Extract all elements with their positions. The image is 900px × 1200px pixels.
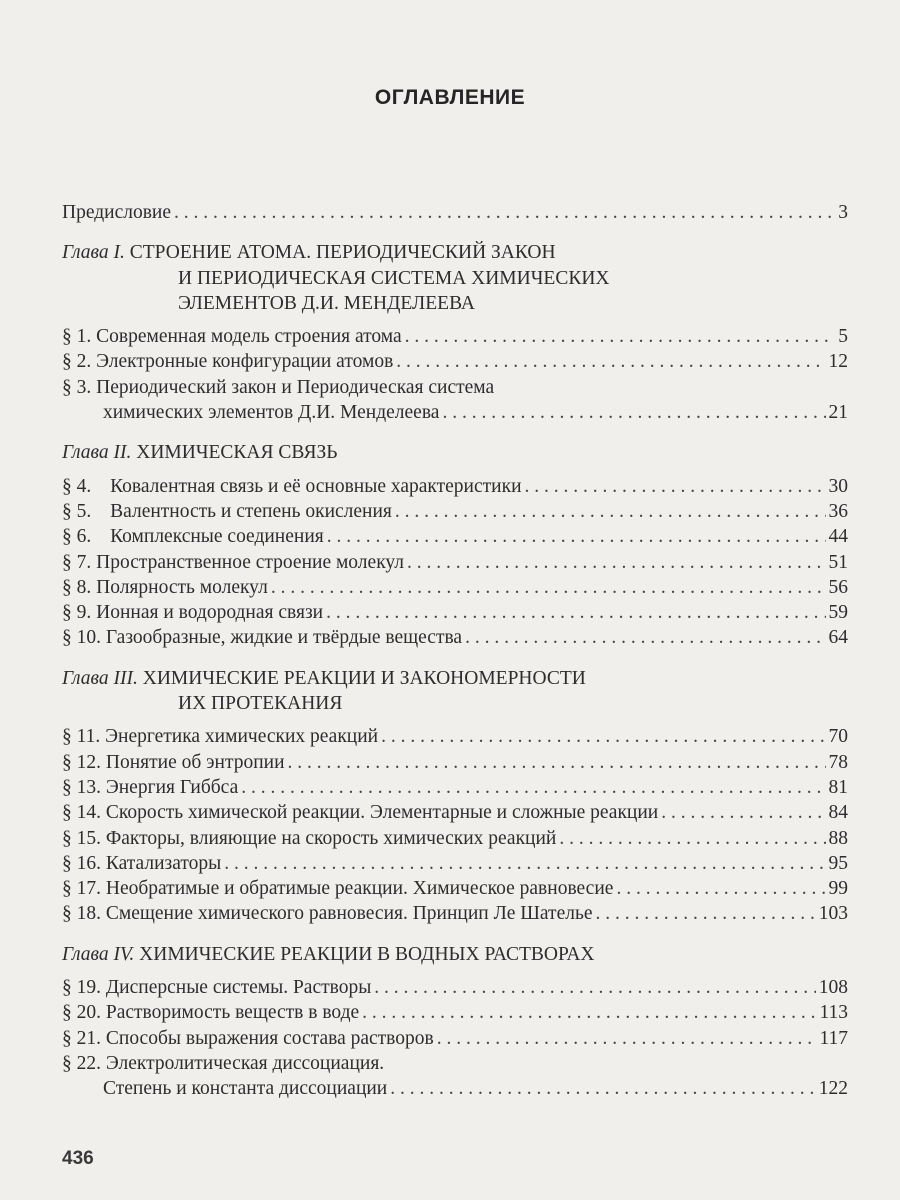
section-title: Периодический закон и Периодическая система bbox=[96, 376, 495, 398]
toc-entry bbox=[62, 200, 848, 225]
section-number: § 16. bbox=[62, 852, 101, 874]
section-title: Ионная и водородная связи bbox=[96, 602, 324, 624]
section-title: Валентность и степень окисления bbox=[110, 500, 392, 522]
section-title: Ковалентная связь и её основные характеристики bbox=[110, 475, 522, 497]
page-ref: 103 bbox=[818, 903, 848, 925]
section-title: Энергия Гиббса bbox=[105, 776, 239, 798]
toc-entry bbox=[62, 349, 848, 374]
toc-entry bbox=[62, 625, 848, 650]
section-number: § 15. bbox=[62, 827, 101, 849]
toc-entry bbox=[62, 750, 848, 775]
section-title: Электролитическая диссоциация. bbox=[105, 1052, 385, 1074]
section-title: Комплексные соединения bbox=[110, 526, 324, 548]
dot-leader bbox=[405, 324, 836, 349]
entry-label bbox=[62, 349, 393, 374]
toc-entry bbox=[62, 324, 848, 349]
section-number: § 10. bbox=[62, 627, 101, 649]
entry-label bbox=[62, 800, 658, 825]
page-ref: 122 bbox=[818, 1078, 848, 1100]
toc-entry bbox=[62, 1026, 848, 1051]
chapter-heading-line bbox=[62, 291, 848, 316]
section-title: Современная модель строения атома bbox=[96, 326, 402, 348]
page-ref: 21 bbox=[828, 402, 848, 424]
section-number: § 19. bbox=[62, 977, 101, 999]
page-ref: 84 bbox=[828, 802, 848, 824]
dot-leader bbox=[326, 600, 825, 625]
toc-entry bbox=[62, 600, 848, 625]
chapter-title: ИХ ПРОТЕКАНИЯ bbox=[178, 693, 343, 715]
section-title: Скорость химической реакции. Элементарные и сложные реакции bbox=[105, 802, 659, 824]
chapter-title: ХИМИЧЕСКИЕ РЕАКЦИИ В ВОДНЫХ РАСТВОРАХ bbox=[139, 943, 595, 965]
chapter-prefix: Глава III. bbox=[62, 667, 138, 689]
dot-leader bbox=[271, 575, 826, 600]
dot-leader bbox=[407, 550, 825, 575]
toc-entry bbox=[62, 901, 848, 926]
section-title: Электронные конфигурации атомов bbox=[96, 351, 394, 373]
chapter-heading-line bbox=[62, 691, 848, 716]
entry-label bbox=[62, 600, 323, 625]
section-number: § 11. bbox=[62, 726, 101, 748]
dot-leader bbox=[381, 724, 825, 749]
entry-label bbox=[62, 1026, 434, 1051]
page-ref: 70 bbox=[828, 726, 848, 748]
section-title: Предисловие bbox=[62, 202, 172, 223]
page-ref: 88 bbox=[828, 827, 848, 849]
section-title: Пространственное строение молекул bbox=[96, 551, 405, 573]
section-title: Смещение химического равновесия. Принцип Ле Шателье bbox=[105, 903, 593, 925]
section-title-continued: химических элементов Д.И. Менделеева bbox=[103, 402, 440, 424]
toc-entry bbox=[62, 524, 848, 549]
section-title: Энергетика химических реакций bbox=[105, 726, 379, 748]
chapter-heading-line bbox=[62, 266, 848, 291]
toc-entry bbox=[62, 1000, 848, 1025]
table-of-contents bbox=[62, 200, 848, 1102]
chapter-heading-line bbox=[62, 942, 848, 967]
section-number: § 21. bbox=[62, 1027, 101, 1049]
section-number: § 2. bbox=[62, 351, 92, 373]
entry-label bbox=[62, 575, 268, 600]
dot-leader bbox=[224, 851, 825, 876]
toc-entry bbox=[62, 975, 848, 1000]
page-ref: 78 bbox=[828, 751, 848, 773]
toc-entry bbox=[62, 375, 848, 400]
section-title: Полярность молекул bbox=[96, 576, 268, 598]
section-number: § 8. bbox=[62, 576, 92, 598]
page-title: ОГЛАВЛЕНИЕ bbox=[374, 86, 526, 109]
section-title-continued: Степень и константа диссоциации bbox=[103, 1078, 388, 1100]
section-title: Газообразные, жидкие и твёрдые вещества bbox=[105, 627, 463, 649]
section-title: Катализаторы bbox=[105, 852, 222, 874]
entry-label bbox=[62, 1051, 384, 1076]
entry-label bbox=[62, 826, 556, 851]
section-title: Растворимость веществ в воде bbox=[105, 1002, 360, 1024]
page-ref: 64 bbox=[828, 627, 848, 649]
entry-label bbox=[62, 324, 402, 349]
page-ref: 12 bbox=[828, 351, 848, 373]
page-ref: 44 bbox=[828, 526, 848, 548]
chapter-heading-line bbox=[62, 666, 848, 691]
page-ref: 117 bbox=[819, 1027, 848, 1049]
chapter-heading-line bbox=[62, 240, 848, 265]
section-title: Понятие об энтропии bbox=[105, 751, 285, 773]
dot-leader bbox=[174, 200, 835, 225]
chapter-title: ЭЛЕМЕНТОВ Д.И. МЕНДЕЛЕЕВА bbox=[178, 292, 475, 314]
section-number: § 6. bbox=[62, 526, 92, 548]
toc-entry bbox=[62, 550, 848, 575]
toc-entry bbox=[62, 800, 848, 825]
toc-entry bbox=[62, 575, 848, 600]
toc-entry-continuation bbox=[62, 1076, 848, 1101]
entry-label bbox=[62, 499, 392, 524]
dot-leader bbox=[374, 975, 815, 1000]
entry-label bbox=[62, 1000, 359, 1025]
page-ref: 59 bbox=[828, 602, 848, 624]
section-title: Дисперсные системы. Растворы bbox=[105, 977, 372, 999]
dot-leader bbox=[596, 901, 816, 926]
section-number: § 1. bbox=[62, 326, 92, 348]
section-number: § 17. bbox=[62, 878, 101, 900]
entry-label bbox=[62, 375, 494, 400]
toc-entry bbox=[62, 851, 848, 876]
entry-label bbox=[62, 724, 378, 749]
dot-leader bbox=[327, 524, 826, 549]
entry-label bbox=[62, 750, 285, 775]
dot-leader bbox=[465, 625, 825, 650]
section-title: Способы выражения состава растворов bbox=[105, 1027, 434, 1049]
dot-leader bbox=[395, 499, 826, 524]
page-ref: 30 bbox=[828, 475, 848, 497]
toc-entry bbox=[62, 775, 848, 800]
toc-entry bbox=[62, 1051, 848, 1076]
dot-leader bbox=[559, 826, 825, 851]
dot-leader bbox=[390, 1076, 816, 1101]
dot-leader bbox=[525, 474, 826, 499]
page-ref: 108 bbox=[818, 977, 848, 999]
section-number: § 14. bbox=[62, 802, 101, 824]
chapter-prefix: Глава II. bbox=[62, 442, 132, 464]
page-number: 436 bbox=[62, 1148, 94, 1169]
entry-label bbox=[62, 625, 462, 650]
entry-label bbox=[62, 975, 371, 1000]
dot-leader bbox=[661, 800, 825, 825]
entry-label bbox=[62, 474, 522, 499]
section-number: § 13. bbox=[62, 776, 101, 798]
entry-label bbox=[62, 200, 171, 225]
section-number: § 12. bbox=[62, 751, 101, 773]
page-ref: 3 bbox=[838, 202, 848, 223]
section-number: § 4. bbox=[62, 475, 92, 497]
entry-label bbox=[62, 876, 613, 901]
section-title: Необратимые и обратимые реакции. Химическое равновесие bbox=[105, 878, 614, 900]
page-ref: 36 bbox=[828, 500, 848, 522]
section-number: § 20. bbox=[62, 1002, 101, 1024]
section-number: § 7. bbox=[62, 551, 92, 573]
dot-leader bbox=[241, 775, 825, 800]
entry-label bbox=[62, 775, 238, 800]
toc-entry bbox=[62, 826, 848, 851]
toc-entry-continuation bbox=[62, 400, 848, 425]
section-title: Факторы, влияющие на скорость химических реакций bbox=[105, 827, 557, 849]
dot-leader bbox=[396, 349, 825, 374]
toc-entry bbox=[62, 876, 848, 901]
chapter-heading-line bbox=[62, 440, 848, 465]
page-ref: 81 bbox=[828, 776, 848, 798]
toc-entry bbox=[62, 724, 848, 749]
dot-leader bbox=[288, 750, 826, 775]
section-number: § 5. bbox=[62, 500, 92, 522]
chapter-prefix: Глава I. bbox=[62, 242, 125, 264]
entry-label bbox=[62, 524, 324, 549]
page-ref: 5 bbox=[838, 326, 848, 348]
toc-entry bbox=[62, 499, 848, 524]
entry-label bbox=[62, 550, 404, 575]
section-number: § 18. bbox=[62, 903, 101, 925]
chapter-title: ХИМИЧЕСКАЯ СВЯЗЬ bbox=[136, 442, 338, 464]
page-ref: 99 bbox=[828, 878, 848, 900]
entry-label bbox=[62, 901, 593, 926]
chapter-title: СТРОЕНИЕ АТОМА. ПЕРИОДИЧЕСКИЙ ЗАКОН bbox=[129, 242, 556, 264]
section-number: § 3. bbox=[62, 376, 92, 398]
page-ref: 51 bbox=[828, 551, 848, 573]
section-number: § 22. bbox=[62, 1052, 101, 1074]
page-ref: 113 bbox=[819, 1002, 848, 1024]
chapter-title: ХИМИЧЕСКИЕ РЕАКЦИИ И ЗАКОНОМЕРНОСТИ bbox=[142, 667, 586, 689]
entry-label bbox=[62, 851, 221, 876]
dot-leader bbox=[616, 876, 825, 901]
page-ref: 95 bbox=[828, 852, 848, 874]
chapter-prefix: Глава IV. bbox=[62, 943, 135, 965]
toc-entry bbox=[62, 474, 848, 499]
chapter-title: И ПЕРИОДИЧЕСКАЯ СИСТЕМА ХИМИЧЕСКИХ bbox=[178, 267, 610, 289]
dot-leader bbox=[442, 400, 825, 425]
dot-leader bbox=[362, 1000, 816, 1025]
section-number: § 9. bbox=[62, 602, 92, 624]
page-ref: 56 bbox=[828, 576, 848, 598]
dot-leader bbox=[437, 1026, 817, 1051]
